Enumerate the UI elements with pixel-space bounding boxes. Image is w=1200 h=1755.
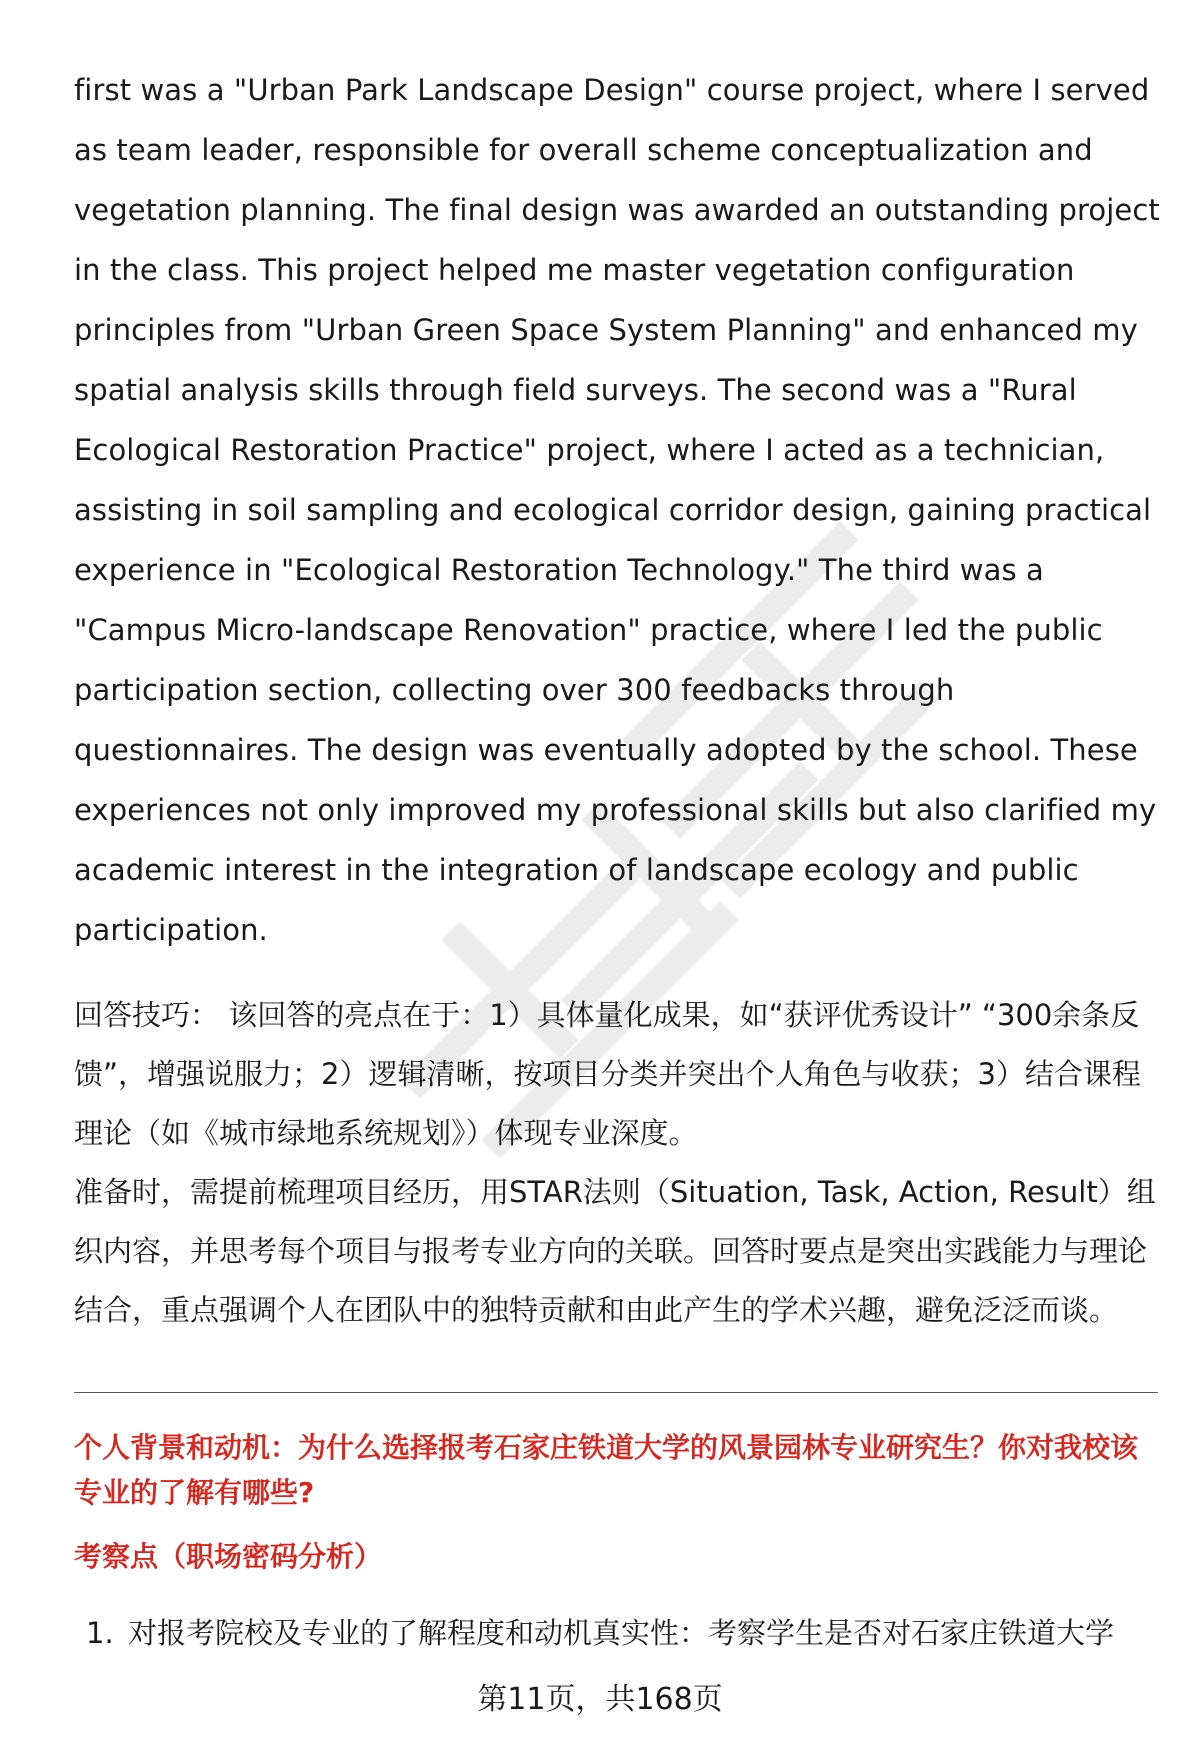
question-heading: 个人背景和动机：为什么选择报考石家庄铁道大学的风景园林专业研究生？你对我校该专业的了解有哪些? — [74, 1431, 1139, 1509]
page-content — [74, 60, 1164, 1340]
tips-paragraph: 回答技巧： 该回答的亮点在于：1）具体量化成果，如“获评优秀设计” “300余条反馈”，增强说服力；2）逻辑清晰，按项目分类并突出个人角色与收获；3）结合课程理论（如《城市绿地系统规划》）体现专业深度。 — [74, 998, 1141, 1150]
tips-block — [74, 986, 1164, 1340]
list-item-number: 1. — [86, 1616, 114, 1650]
list-item-text: 对报考院校及专业的了解程度和动机真实性：考察学生是否对石家庄铁道大学 — [128, 1616, 1115, 1650]
list-item — [86, 1608, 1166, 1658]
prep-paragraph: 准备时，需提前梳理项目经历，用STAR法则（Situation, Task, Action, Result）组织内容，并思考每个项目与报考专业方向的关联。回答时要点是突出实践能力与理论结合，重点强调个人在团队中的独特贡献和由此产生的学术兴趣，避免泛泛而谈。 — [74, 1175, 1156, 1327]
section-heading: 考察点（职场密码分析） — [74, 1540, 383, 1573]
page-footer: 第11页，共168页 — [477, 1682, 723, 1717]
body-paragraph: first was a "Urban Park Landscape Design" course project, where I served as team leader, responsible for overall scheme conceptualization and vegetation planning. The final design was awarded an outstanding project in the class. This project helped me master vegetation configuration principles from "Urban Green Space System Planning" and enhanced my spatial analysis skills through field surveys. The second was a "Rural Ecological Restoration Practice" project, where I acted as a technician, assisting in soil sampling and ecological corridor design, gaining practical experience in "Ecological Restoration Technology." The third was a "Campus Micro-landscape Renovation" practice, where I led the public participation section, collecting over 300 feedbacks through questionnaires. The design was eventually adopted by the school. These experiences not only improved my professional skills but also clarified my academic interest in the integration of landscape ecology and public participation. — [74, 73, 1160, 947]
section-divider — [74, 1392, 1158, 1393]
